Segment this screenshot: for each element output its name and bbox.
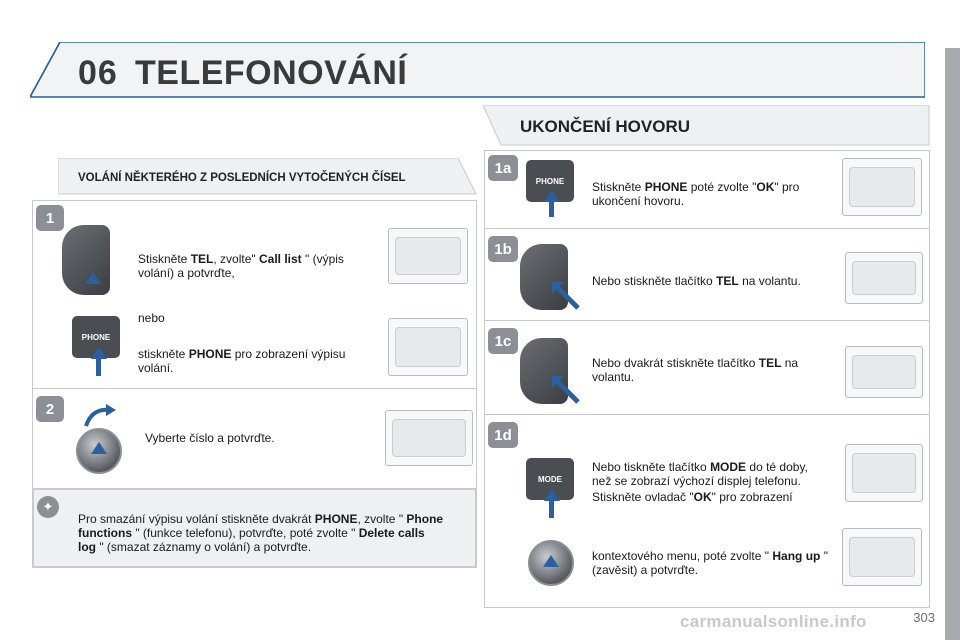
arrow-diagonal-icon (552, 376, 582, 406)
step-badge-1d: 1d (488, 422, 518, 448)
arrow-diagonal-icon (552, 282, 582, 312)
step1-text-a: Stiskněte TEL, zvolte" Call list " (výpis volání) a potvrďte, (138, 252, 344, 280)
radio-thumbnail (845, 444, 923, 502)
step1d-line3: kontextového menu, poté zvolte " Hang up " (zavěsit) a potvrďte. (592, 549, 828, 577)
chapter-title: TELEFONOVÁNÍ (135, 54, 408, 92)
arrow-up-icon (544, 190, 560, 202)
watermark: carmanualsonline.info (680, 612, 867, 631)
step-badge-1b: 1b (488, 236, 518, 262)
arrow-up-shaft (96, 358, 101, 376)
step-divider (484, 228, 930, 229)
step1b-text: Nebo stiskněte tlačítko TEL na volantu. (592, 274, 801, 288)
mode-button-image: MODE (526, 458, 574, 500)
tip-text: Pro smazání výpisu volání stiskněte dvakrát PHONE, zvolte " Phone functions " (funkce telefonu), potvrďte, poté zvolte " Delete calls log " (smazat záznamy o volání) a potvrďte. (78, 512, 444, 554)
phone-button-image: PHONE (526, 160, 574, 202)
radio-knob-thumbnail (385, 410, 473, 466)
steering-stalk-image (62, 225, 110, 295)
step-divider (32, 388, 477, 389)
step-badge-2: 2 (36, 396, 64, 422)
step-badge-1: 1 (36, 205, 64, 231)
arrow-up-icon (91, 442, 107, 454)
radio-thumbnail (842, 158, 922, 216)
arrow-up-icon (91, 347, 107, 359)
rotate-arrow-icon (82, 402, 118, 430)
arrow-up-icon (544, 489, 560, 501)
phone-button-image: PHONE (72, 316, 120, 358)
stalk-thumbnail (845, 346, 923, 398)
step1d-line2: Stiskněte ovladač "OK" pro zobrazení (592, 490, 793, 504)
step-divider (484, 320, 930, 321)
lightbulb-icon: ✦ (37, 496, 59, 518)
arrow-up-icon (85, 272, 101, 284)
stalk-thumbnail (845, 252, 923, 304)
step2-text: Vyberte číslo a potvrďte. (145, 431, 275, 445)
arrow-up-icon (543, 555, 559, 567)
chapter-number: 06 (78, 54, 118, 92)
left-section-title: VOLÁNÍ NĚKTERÉHO Z POSLEDNÍCH VYTOČENÝCH ČÍSEL (78, 172, 406, 184)
stalk-thumbnail (388, 228, 468, 284)
page-number: 303 (913, 610, 935, 625)
step1a-text: Stiskněte PHONE poté zvolte "OK" pro ukončení hovoru. (592, 180, 800, 208)
step-divider (484, 414, 930, 415)
arrow-up-shaft (549, 500, 554, 518)
step-badge-1a: 1a (488, 155, 518, 181)
radio-thumbnail (388, 318, 468, 376)
right-section-title: UKONČENÍ HOVORU (520, 117, 691, 136)
chapter-side-bar (945, 48, 960, 640)
arrow-up-shaft (549, 201, 554, 217)
step1c-text: Nebo dvakrát stiskněte tlačítko TEL na volantu. (592, 356, 799, 384)
radio-knob-thumbnail (842, 528, 922, 586)
step1-or: nebo (138, 311, 165, 325)
step-badge-1c: 1c (488, 328, 518, 354)
step1-text-b: stiskněte PHONE pro zobrazení výpisu volání. (138, 347, 346, 375)
step1d-line1: Nebo tiskněte tlačítko MODE do té doby, než se zobrazí výchozí displej telefonu. (592, 460, 808, 488)
